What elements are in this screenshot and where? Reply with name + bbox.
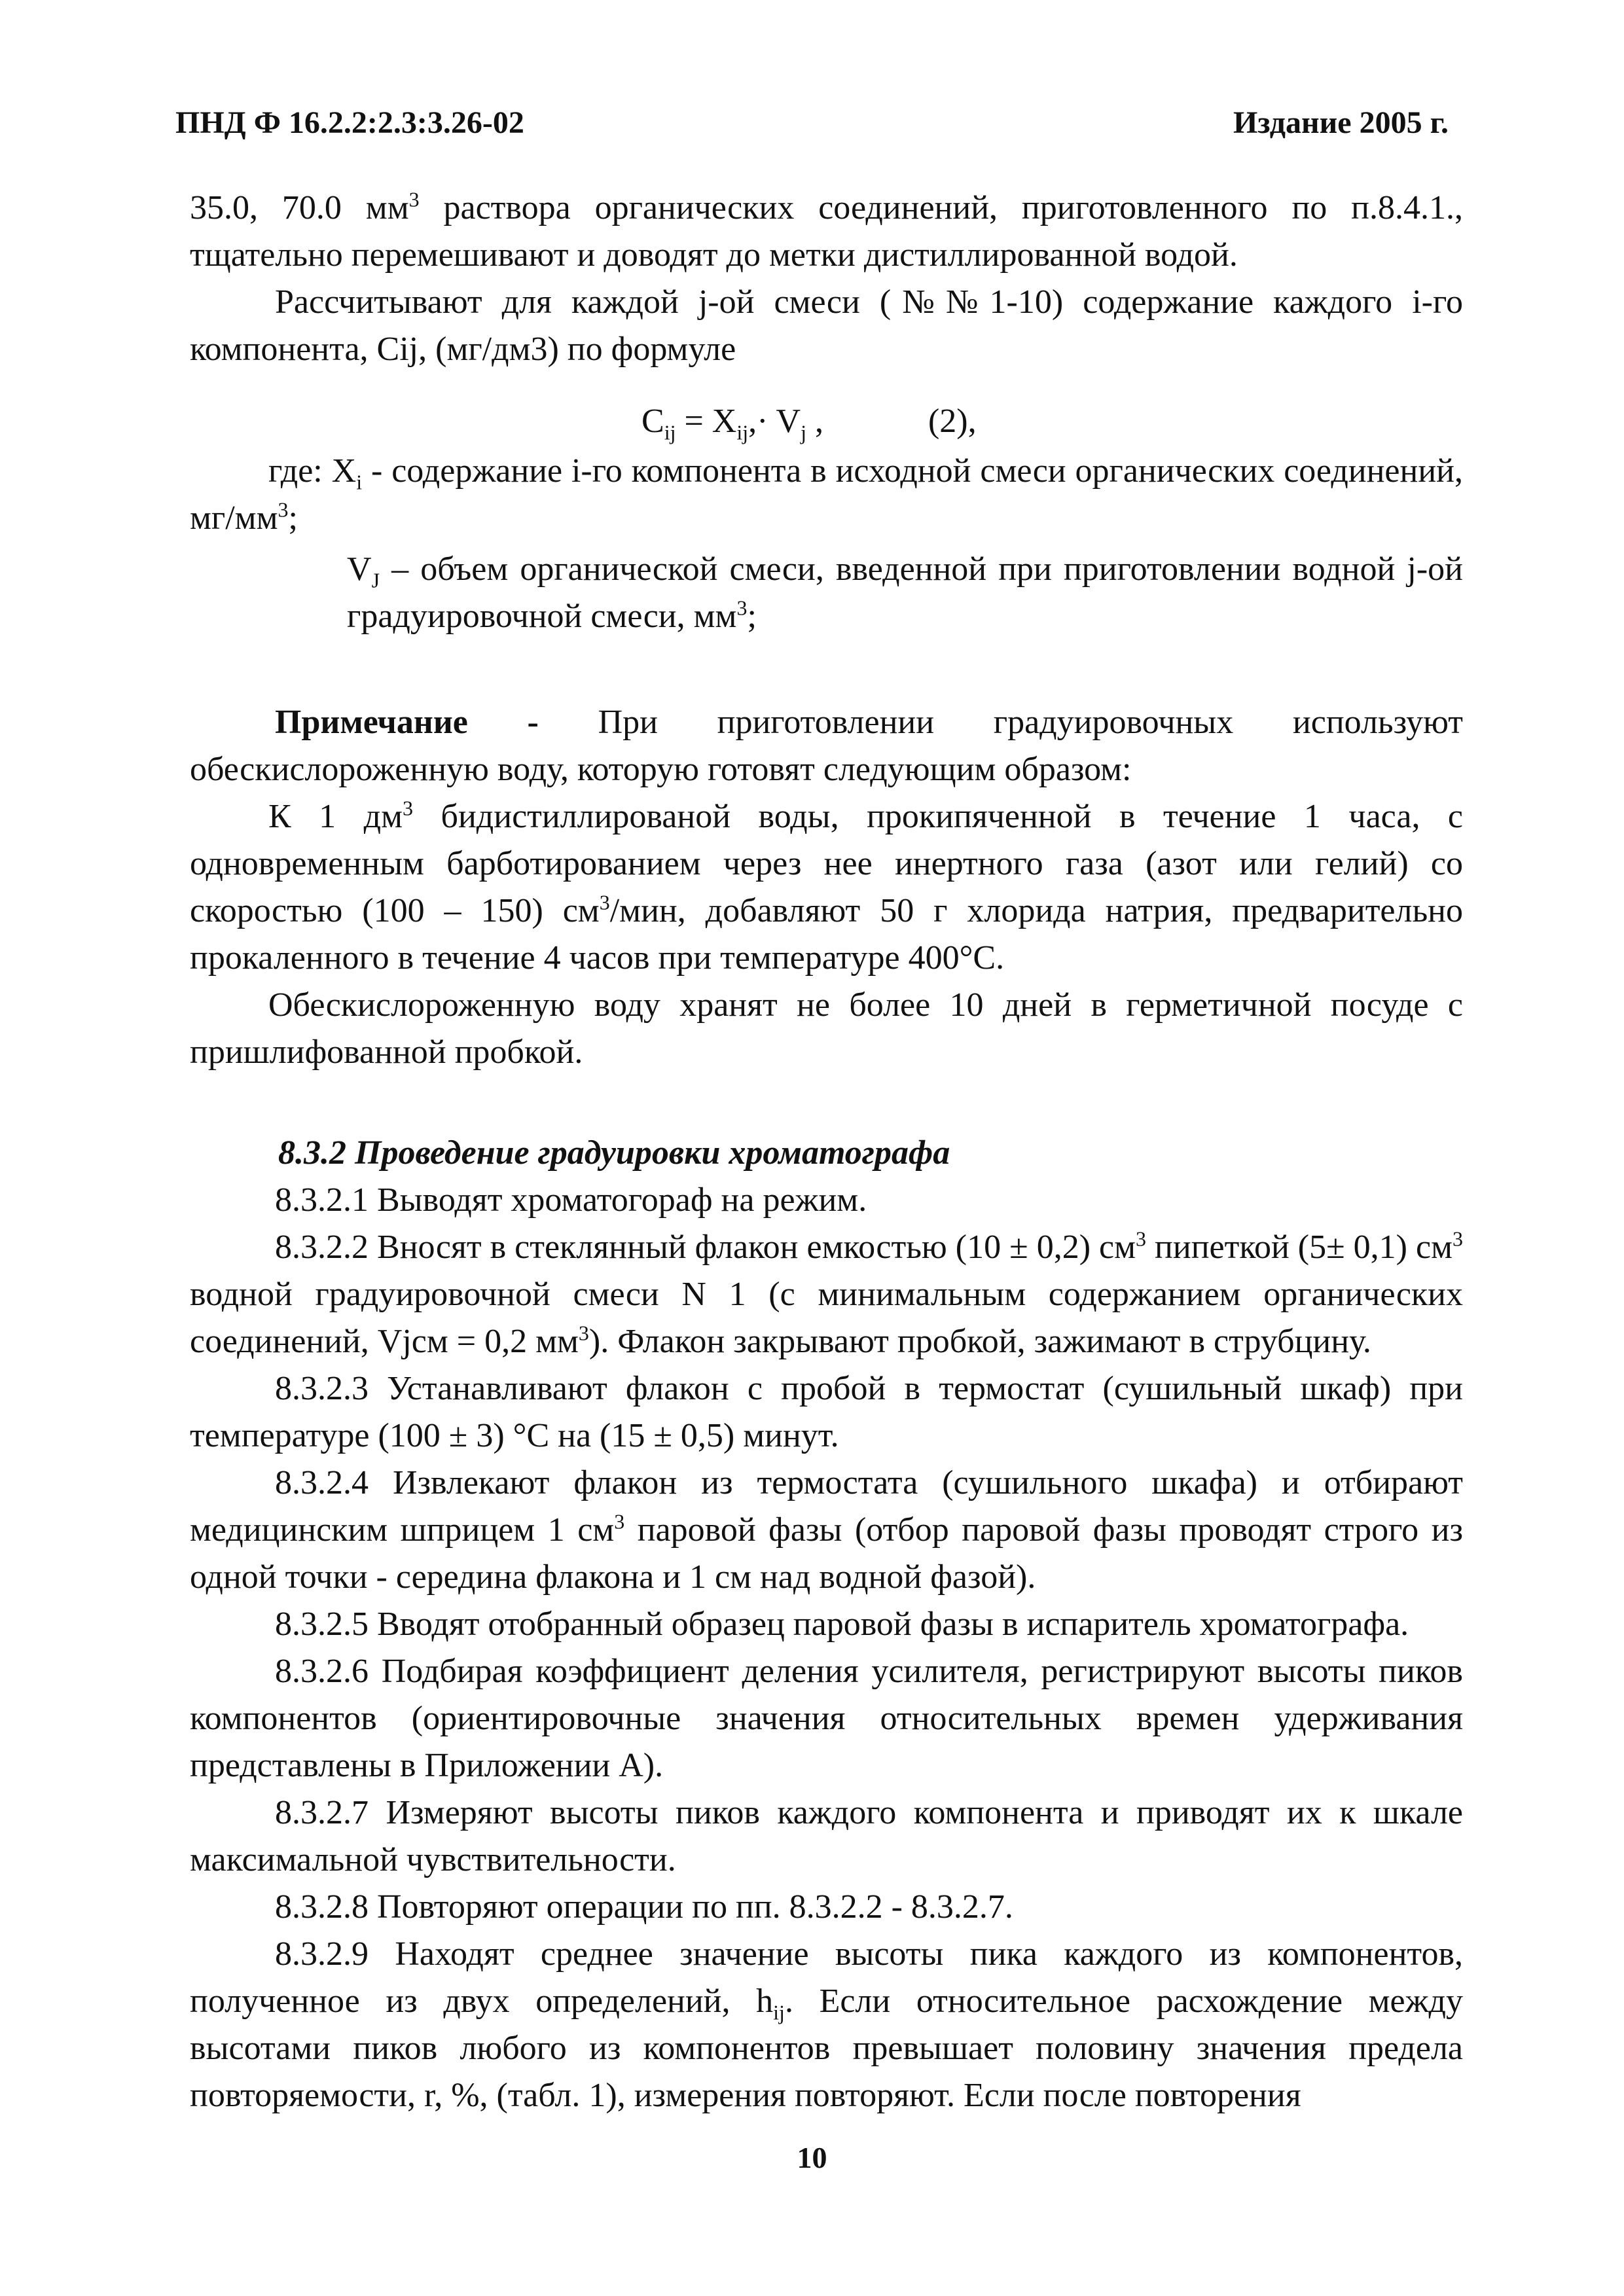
section-heading: 8.3.2 Проведение градуировки хроматографа <box>278 1134 950 1172</box>
note-label: Примечание - <box>275 704 539 741</box>
step-8-3-2-3: 8.3.2.3 Устанавливают флакон с пробой в термостат (сушильный шкаф) при температуре (100 ± 3) °С на (15 ± 0,5) минут. <box>190 1370 1463 1454</box>
step-8-3-2-7: 8.3.2.7 Измеряют высоты пиков каждого компонента и приводят их к шкале максимальной чувствительности. <box>190 1794 1463 1878</box>
step-8-3-2-1: 8.3.2.1 Выводят хроматогораф на режим. <box>275 1181 867 1219</box>
page-body <box>190 185 1463 2119</box>
step-8-3-2-6: 8.3.2.6 Подбирая коэффициент деления усилителя, регистрируют высоты пиков компонентов (ориентировочные значения относительных времен удерживания представлены в Приложении А). <box>190 1653 1463 1784</box>
page-header <box>175 105 1449 151</box>
note-paragraph: Примечание - При приготовлении градуировочных используют обескислороженную воду, которую готовят следующим образом: <box>190 704 1463 788</box>
note-water-preparation: К 1 $дм^3$ бидистиллированой воды, прокипяченной в течение 1 часа, с одновременным барботированием через нее инертного газа (азот или гелий) со скоростью (100 – 150) $см^3$/мин, добавляют 50 г хлорида натрия, предварительно прокаленного в течение 4 часов при температуре 400°С. <box>190 796 1464 977</box>
step-8-3-2-9: 8.3.2.9 Находят среднее значение высоты пика каждого из компонентов, полученное из двух определений, $h_{ij}$. Если относительное расхождение между высотами пиков любого из компонентов превышает половину значения предела повторяемости, r, %, (табл. 1), измерения повторяют. Если после повторения <box>190 1935 1463 2114</box>
document-code: ПНД Ф 16.2.2:2.3:3.26-02 <box>175 105 524 140</box>
formula-number: (2), <box>928 403 977 440</box>
paragraph-calculation: Рассчитывают для каждой j-ой смеси (№№1-10) содержание каждого i-го компонента, Cij, (мг/дм3) по формуле <box>190 283 1463 368</box>
formula-2: $C_{ij} = X_{ij},\cdot V_j$ , (2), <box>190 398 1463 445</box>
step-8-3-2-2: 8.3.2.2 Вносят в стеклянный флакон емкостью (10 ± 0,2) $см^3$ пипеткой (5± 0,1) $см^3$ водной градуировочной смеси N 1 (с минимальным содержанием органических соединений, Vjсм = 0,2 $мм^3$). Флакон закрывают пробкой, зажимают в струбцину. <box>190 1227 1463 1360</box>
definition-xi: где: $X_i$ - содержание i-го компонента в исходной смеси органических соединений, $мг/мм^3$; <box>190 452 1463 537</box>
edition-label: Издание 2005 г. <box>1233 105 1449 140</box>
definition-vj: $V_J$ – объем органической смеси, введенной при приготовлении водной j-ой градуировочной смеси, $мм^3$; <box>347 550 1463 635</box>
paragraph-solution: 35.0, 70.0 $мм^3$ раствора органических соединений, приготовленного по п.8.4.1., тщательно перемешивают и доводят до метки дистиллированной водой. <box>190 187 1463 274</box>
note-storage: Обескислороженную воду хранят не более 10 дней в герметичной посуде с пришлифованной пробкой. <box>190 986 1463 1071</box>
step-8-3-2-8: 8.3.2.8 Повторяют операции по пп. 8.3.2.2 - 8.3.2.7. <box>275 1888 1013 1926</box>
step-8-3-2-5: 8.3.2.5 Вводят отобранный образец паровой фазы в испаритель хроматографа. <box>275 1605 1409 1643</box>
step-8-3-2-4: 8.3.2.4 Извлекают флакон из термостата (сушильного шкафа) и отбирают медицинским шприцем 1 $см^3$ паровой фазы (отбор паровой фазы проводят строго из одной точки - середина флакона и 1 см над водной фазой). <box>190 1464 1463 1596</box>
page-number: 10 <box>797 2141 827 2174</box>
